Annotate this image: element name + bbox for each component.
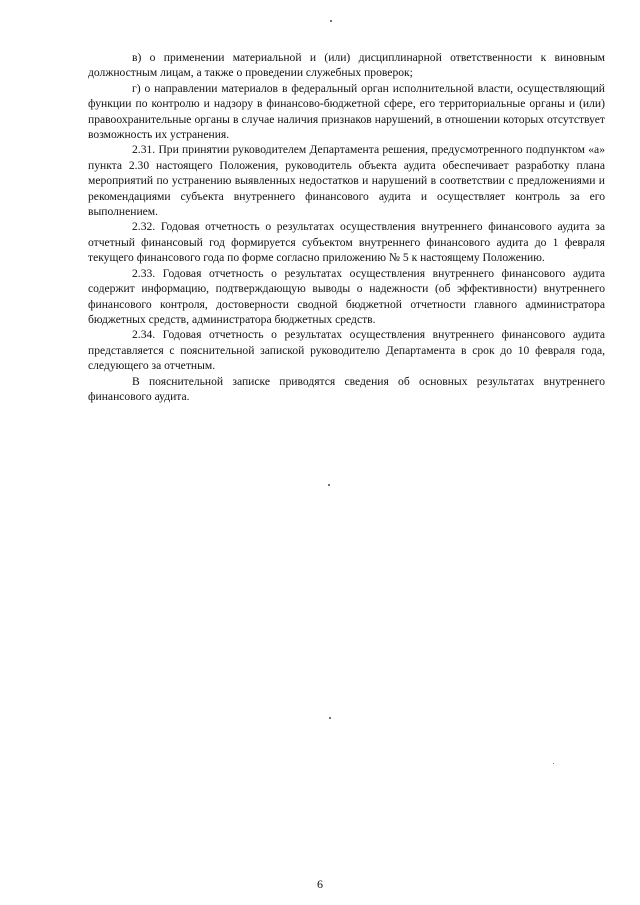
- scan-speck: [330, 20, 332, 22]
- document-body: [88, 50, 605, 404]
- page-number: 6: [317, 877, 323, 891]
- paragraph-g: г) о направлении материалов в федеральный орган исполнительной власти, осуществляющий функции по контролю и надзору в финансово-бюджетной сфере, его территориальные органы и (или) правоохранительные органы в случае наличия признаков нарушений, в отношении которых отсутствует возможность их устранения.: [88, 81, 605, 142]
- paragraph-v: в) о применении материальной и (или) дисциплинарной ответственности к виновным должностным лицам, а также о проведении служебных проверок;: [88, 51, 605, 80]
- paragraph-2-31: 2.31. При принятии руководителем Департамента решения, предусмотренного подпунктом «а» пункта 2.30 настоящего Положения, руководитель объекта аудита обеспечивает разработку плана мероприятий по устранению выявленных недостатков и нарушений в соответствии с предложениями и рекомендациями субъекта внутреннего финансового аудита и осуществляет контроль за его выполнением.: [88, 143, 605, 219]
- paragraph-2-33: 2.33. Годовая отчетность о результатах осуществления внутреннего финансового аудита содержит информацию, подтверждающую выводы о надежности (об эффективности) внутреннего финансового контроля, достоверности сводной бюджетной отчетности главного администратора бюджетных средств, администратора бюджетных средств.: [88, 266, 605, 326]
- scan-speck: [329, 717, 331, 719]
- paragraph-explanatory-note: В пояснительной записке приводятся сведения об основных результатах внутреннего финансового аудита.: [88, 374, 605, 403]
- paragraph-2-32: 2.32. Годовая отчетность о результатах осуществления внутреннего финансового аудита за отчетный финансовый год формируется субъектом внутреннего финансового аудита до 1 февраля текущего финансового года по форме согласно приложению № 5 к настоящему Положению.: [88, 220, 605, 265]
- scan-speck: [328, 484, 330, 486]
- paragraph-2-34: 2.34. Годовая отчетность о результатах осуществления внутреннего финансового аудита представляется с пояснительной запиской руководителю Департамента в срок до 10 февраля года, следующего за отчетным.: [88, 328, 605, 373]
- scan-speck: [553, 763, 554, 764]
